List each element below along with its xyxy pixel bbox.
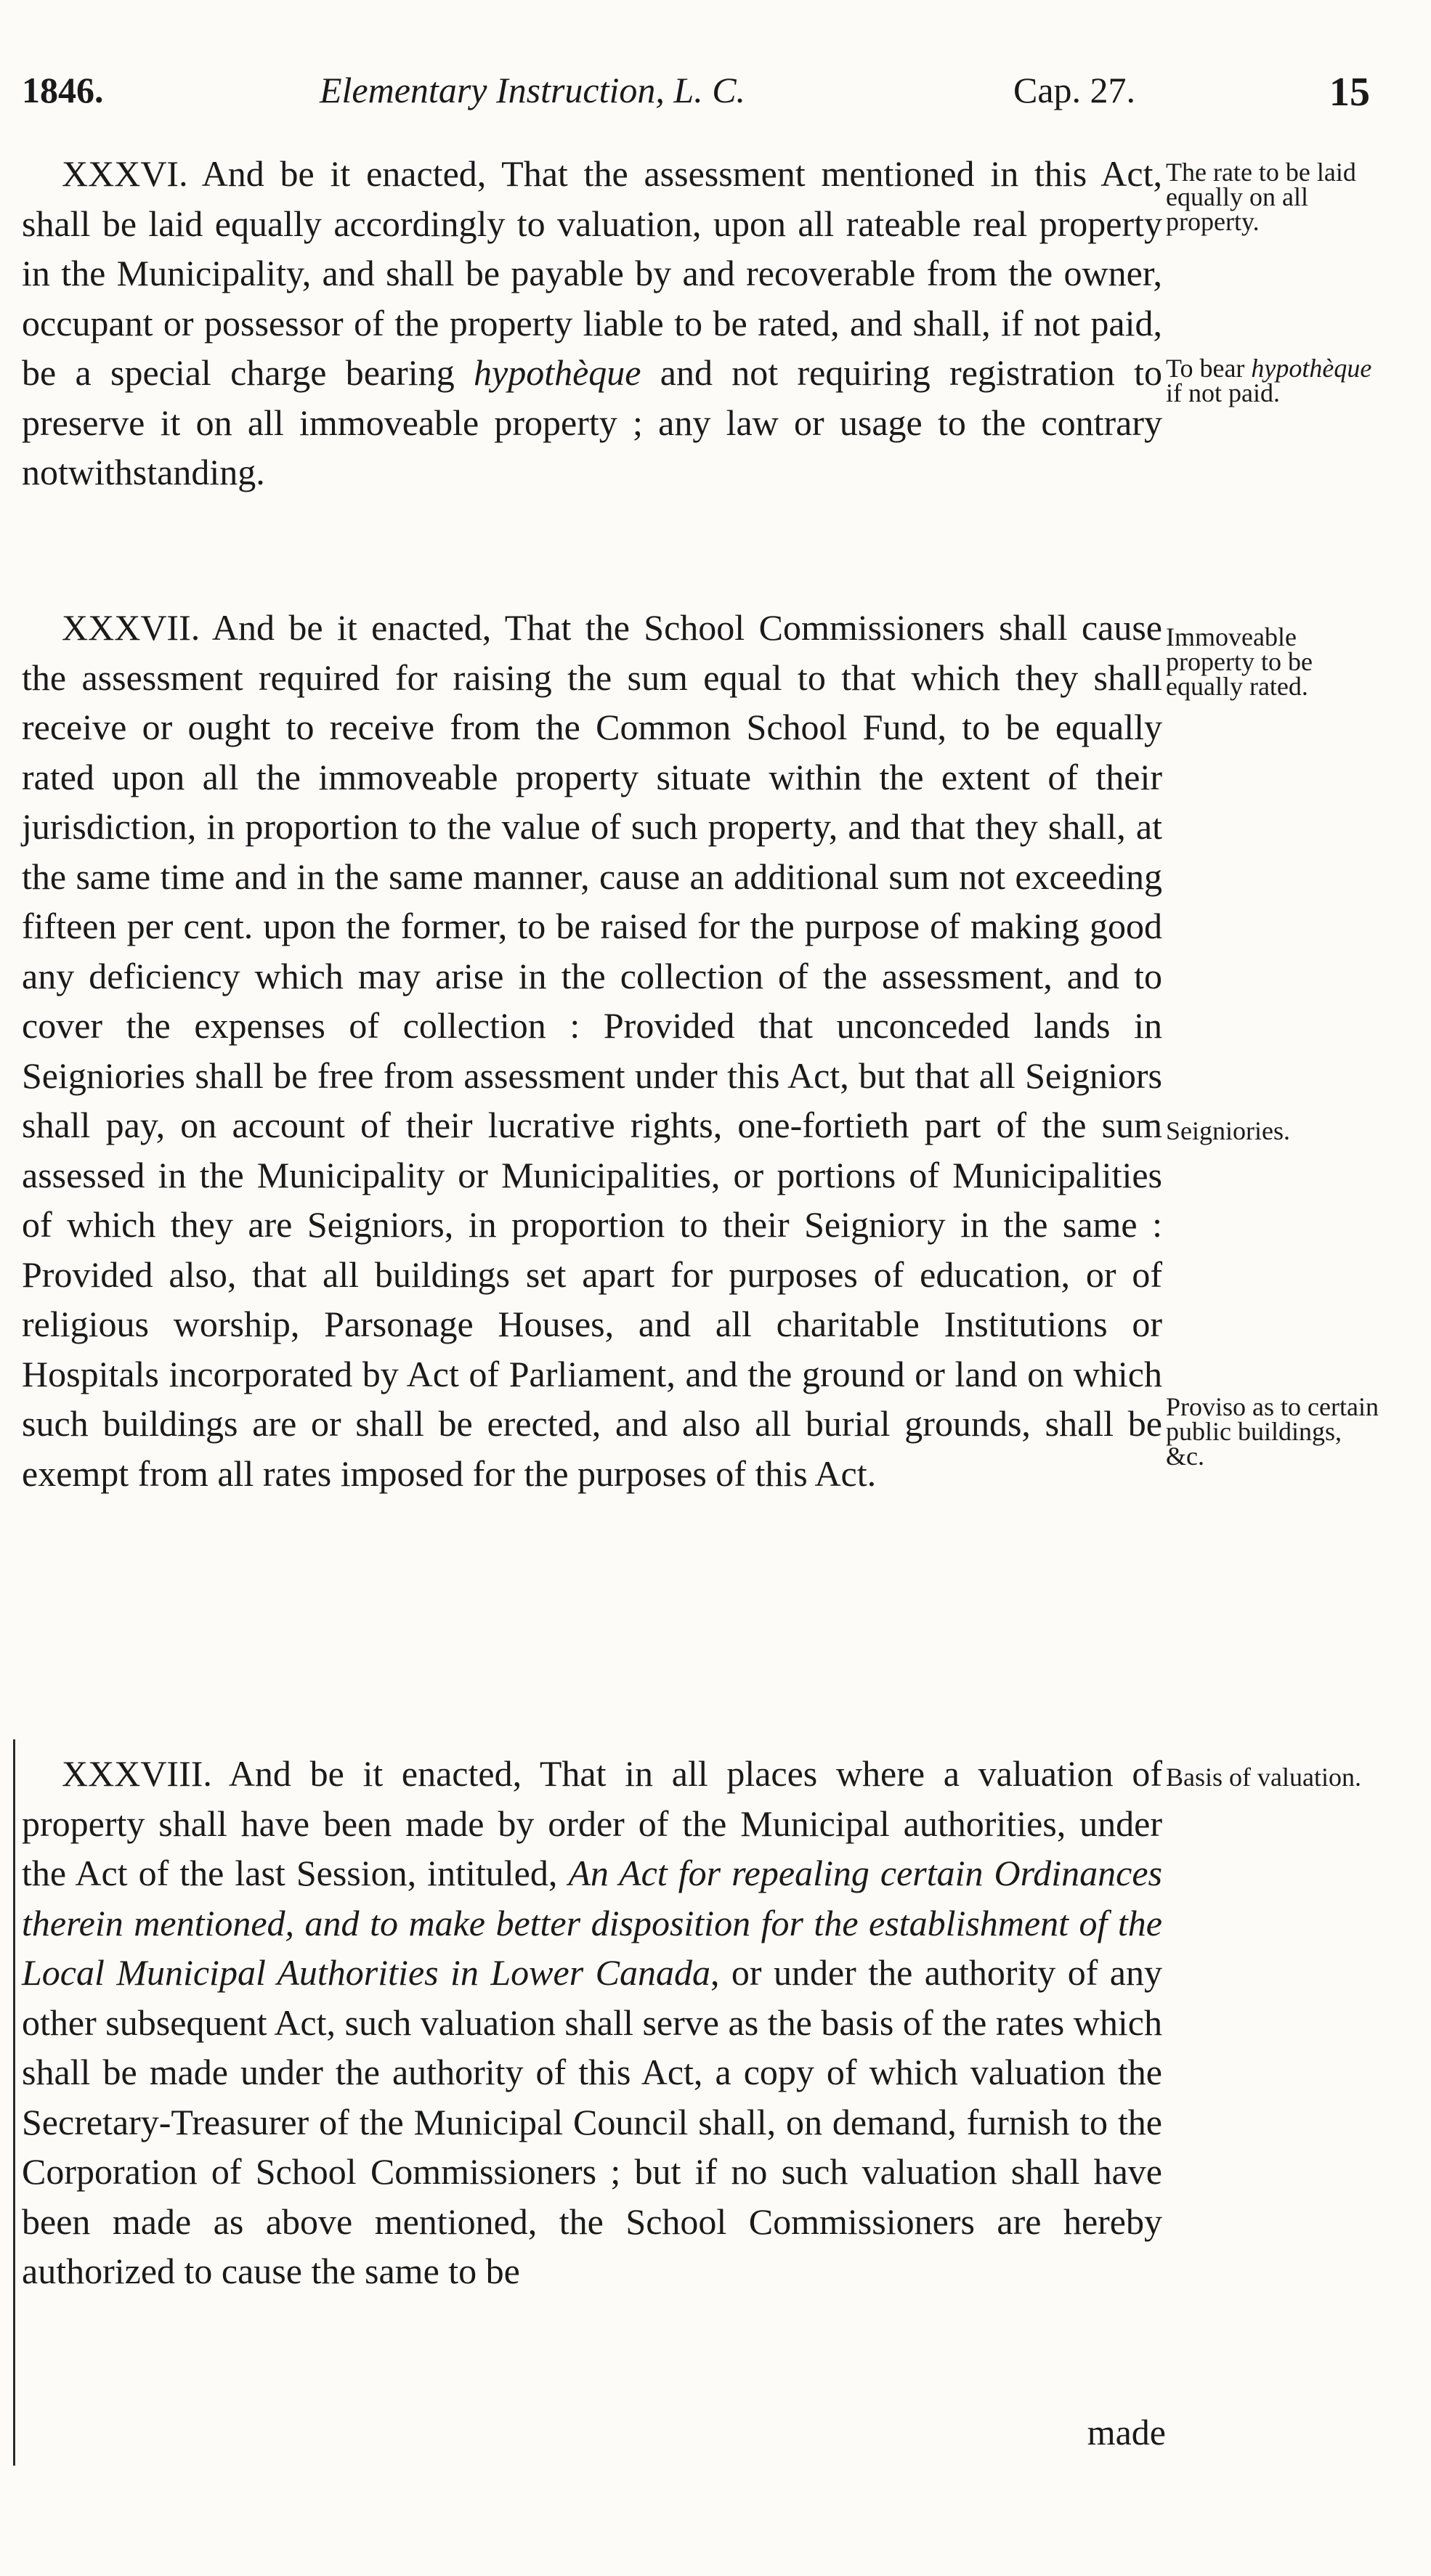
marginal-note-rate-equal: The rate to be laid equally on all property. (1166, 158, 1356, 236)
margin-rule (13, 1739, 15, 2466)
catchword: made (1087, 2412, 1166, 2453)
marginal-note-hypotheque-italic: hypothèque (1251, 354, 1372, 383)
page-number: 15 (1329, 70, 1370, 115)
header-title: Elementary Instruction, L. C. (320, 70, 746, 110)
section-38-number: XXXVIII. (62, 1753, 212, 1794)
section-37-number: XXXVII. (62, 607, 200, 648)
running-header (22, 69, 1373, 127)
section-36-body (22, 149, 1162, 497)
marginal-note-immoveable: Immoveable property to be equally rated. (1166, 622, 1313, 701)
section-36-text-after: and not requiring registration to preserve it on all immoveable property ; any law or usage to the contrary notwithstanding. (22, 352, 1162, 492)
section-38 (22, 1749, 1162, 2296)
section-36-number: XXXVI. (62, 153, 188, 194)
marginal-note-seigniories: Seigniories. (1166, 1116, 1290, 1145)
section-37-body (22, 603, 1162, 1498)
marginal-note-hypotheque (1166, 356, 1384, 405)
section-38-text: And be it enacted, That in all places where a valuation of property shall have been made by order of the Municipal authorities, under the Act of the last Session, intituled, (22, 1753, 1162, 1893)
section-38-text-after: , or under the authority of any other subsequent Act, such valuation shall serve as the basis of the rates which shall be made under the authority of this Act, a copy of which valuation the Secretary-Treasurer of the Municipal Council shall, on demand, furnish to the Corporation of School Commissioners ; but if no such valuation shall have been made as above mentioned, the School Commissioners are hereby authorized to cause the same to be (22, 1952, 1162, 2291)
section-38-body (22, 1749, 1162, 2296)
marginal-note-basis-valuation: Basis of valuation. (1166, 1763, 1361, 1792)
header-chapter: Cap. 27. (1013, 70, 1136, 110)
marginal-note-hypotheque-post: if not paid. (1166, 378, 1280, 407)
section-36-text: And be it enacted, That the assessment mentioned in this Act, shall be laid equally accordingly to valuation, upon all rateable real property in the Municipality, and shall be payable by and recoverable from the owner, occupant or possessor of the property liable to be rated, and shall, if not paid, be a special charge bearing (22, 153, 1162, 393)
section-38-italic: An Act for repealing certain Ordinances therein mentioned, and to make better disposition for the establishment of the Local Municipal Authorities in Lower Canada (22, 1853, 1162, 1993)
section-36-italic: hypothèque (474, 352, 641, 393)
marginal-note-hypotheque-pre: To bear (1166, 354, 1252, 383)
section-36 (22, 149, 1162, 497)
section-37-text: And be it enacted, That the School Commissioners shall cause the assessment required for raising the sum equal to that which they shall receive or ought to receive from the Common School Fund, to be equally rated upon all the immoveable property situate within the extent of their jurisdiction, in proportion to the value of such property, and that they shall, at the same time and in the same manner, cause an additional sum not exceeding fifteen per cent. upon the former, to be raised for the purpose of making good any deficiency which may arise in the collection of the assessment, and to cover the expenses of collection : Provided that unconceded lands in Seigniories shall be free from assessment under this Act, but that all Seigniors shall pay, on account of their lucrative rights, one-fortieth part of the sum assessed in the Municipality or Municipalities, or portions of Municipalities of which they are Seigniors, in proportion to their Seigniory in the same : Provided also, that all buildings set apart for purposes of education, or of religious worship, Parsonage Houses, and all charitable Institutions or Hospitals incorporated by Act of Parliament, and the ground or land on which such buildings are or shall be erected, and also all burial grounds, shall be exempt from all rates imposed for the purposes of this Act. (22, 607, 1162, 1494)
header-year: 1846. (22, 70, 104, 110)
marginal-note-proviso: Proviso as to certain public buildings, &c. (1166, 1392, 1379, 1471)
section-37 (22, 603, 1162, 1498)
